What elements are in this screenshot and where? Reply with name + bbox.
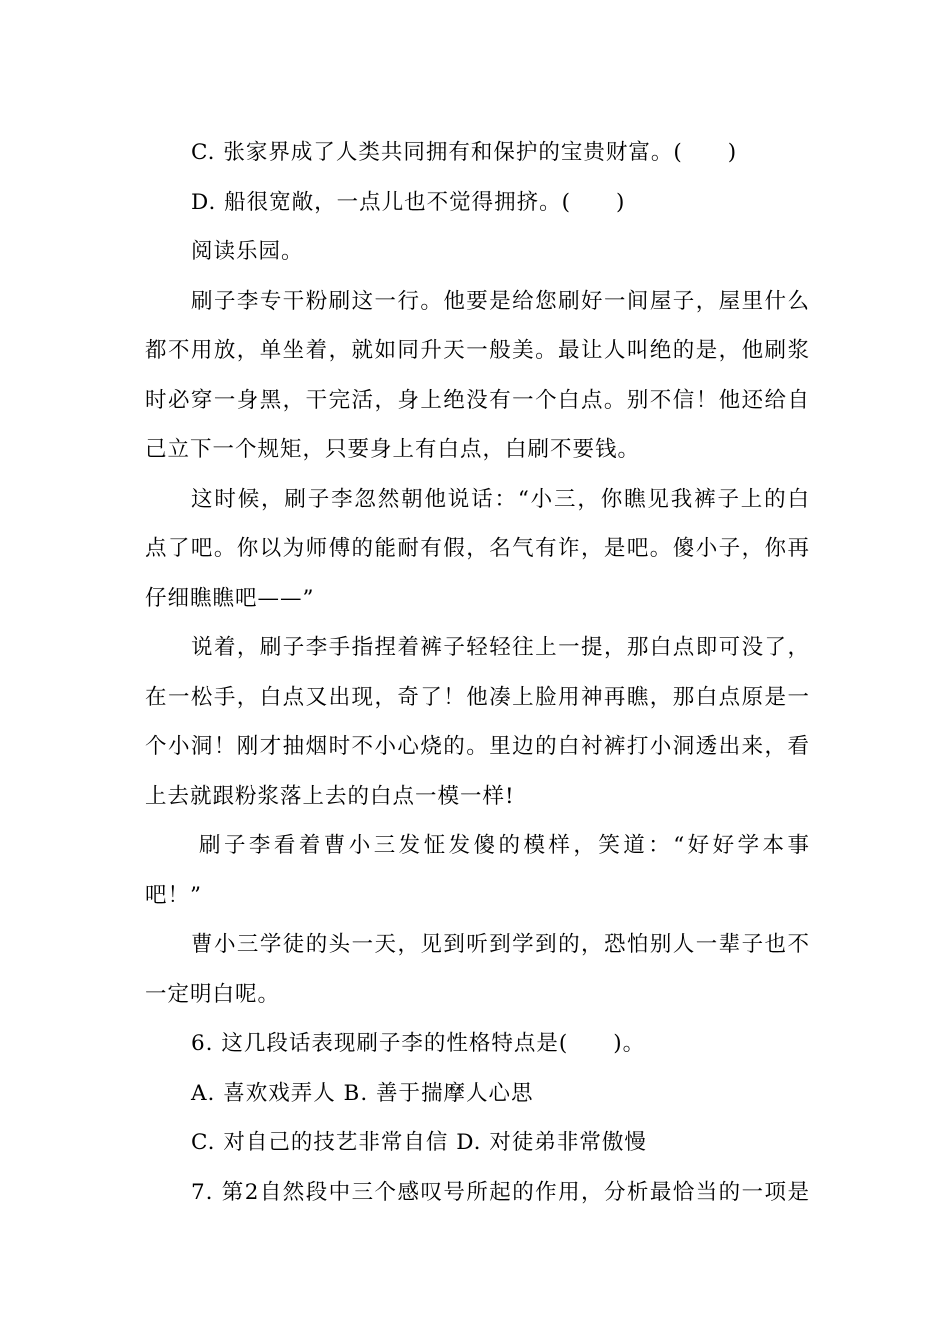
passage-line: 时必穿一身黑，干完活，身上绝没有一个白点。别不信！他还给自 xyxy=(145,387,810,413)
question-6-options-ab: A. 喜欢戏弄人 B. 善于揣摩人心思 xyxy=(191,1080,534,1106)
passage-line: 上去就跟粉浆落上去的白点一模一样! xyxy=(145,783,515,809)
passage-line: 点了吧。你以为师傅的能耐有假，名气有诈，是吧。傻小子，你再 xyxy=(145,536,810,561)
option-d-line: D. 船很宽敞，一点儿也不觉得拥挤。( ) xyxy=(191,189,626,215)
passage-line: 都不用放，单坐着，就如同升天一般美。最让人叫绝的是，他刷浆 xyxy=(145,338,810,363)
passage-line: 个小洞！刚才抽烟时不小心烧的。里边的白衬裤打小洞透出来，看 xyxy=(145,734,810,759)
passage-line: 刷子李专干粉刷这一行。他要是给您刷好一间屋子，屋里什么 xyxy=(191,288,810,314)
passage-line: 曹小三学徒的头一天，见到听到学到的，恐怕别人一辈子也不 xyxy=(191,932,810,957)
passage-line: 刷子李看着曹小三发怔发傻的模样，笑道：“好好学本事 xyxy=(199,833,810,858)
passage-line: 说着，刷子李手指捏着裤子轻轻往上一提，那白点即可没了， xyxy=(191,635,810,660)
question-6-options-cd: C. 对自己的技艺非常自信 D. 对徒弟非常傲慢 xyxy=(191,1130,647,1155)
option-c-line: C. 张家界成了人类共同拥有和保护的宝贵财富。( ) xyxy=(191,140,738,165)
section-heading: 阅读乐园。 xyxy=(191,239,304,264)
question-6: 6. 这几段话表现刷子李的性格特点是( )。 xyxy=(191,1031,646,1056)
passage-line: 己立下一个规矩，只要身上有白点，白刷不要钱。 xyxy=(145,437,641,462)
document-body xyxy=(145,128,810,1217)
passage-line: 这时候，刷子李忽然朝他说话：“小三，你瞧见我裤子上的白 xyxy=(191,486,810,512)
question-7: 7. 第2自然段中三个感叹号所起的作用，分析最恰当的一项是 xyxy=(191,1179,810,1205)
passage-line: 仔细瞧瞧吧——” xyxy=(145,585,315,611)
passage-line: 吧！” xyxy=(145,882,202,908)
passage-line: 一定明白呢。 xyxy=(145,981,281,1007)
passage-line: 在一松手，白点又出现，奇了！他凑上脸用神再瞧，那白点原是一 xyxy=(145,684,810,710)
